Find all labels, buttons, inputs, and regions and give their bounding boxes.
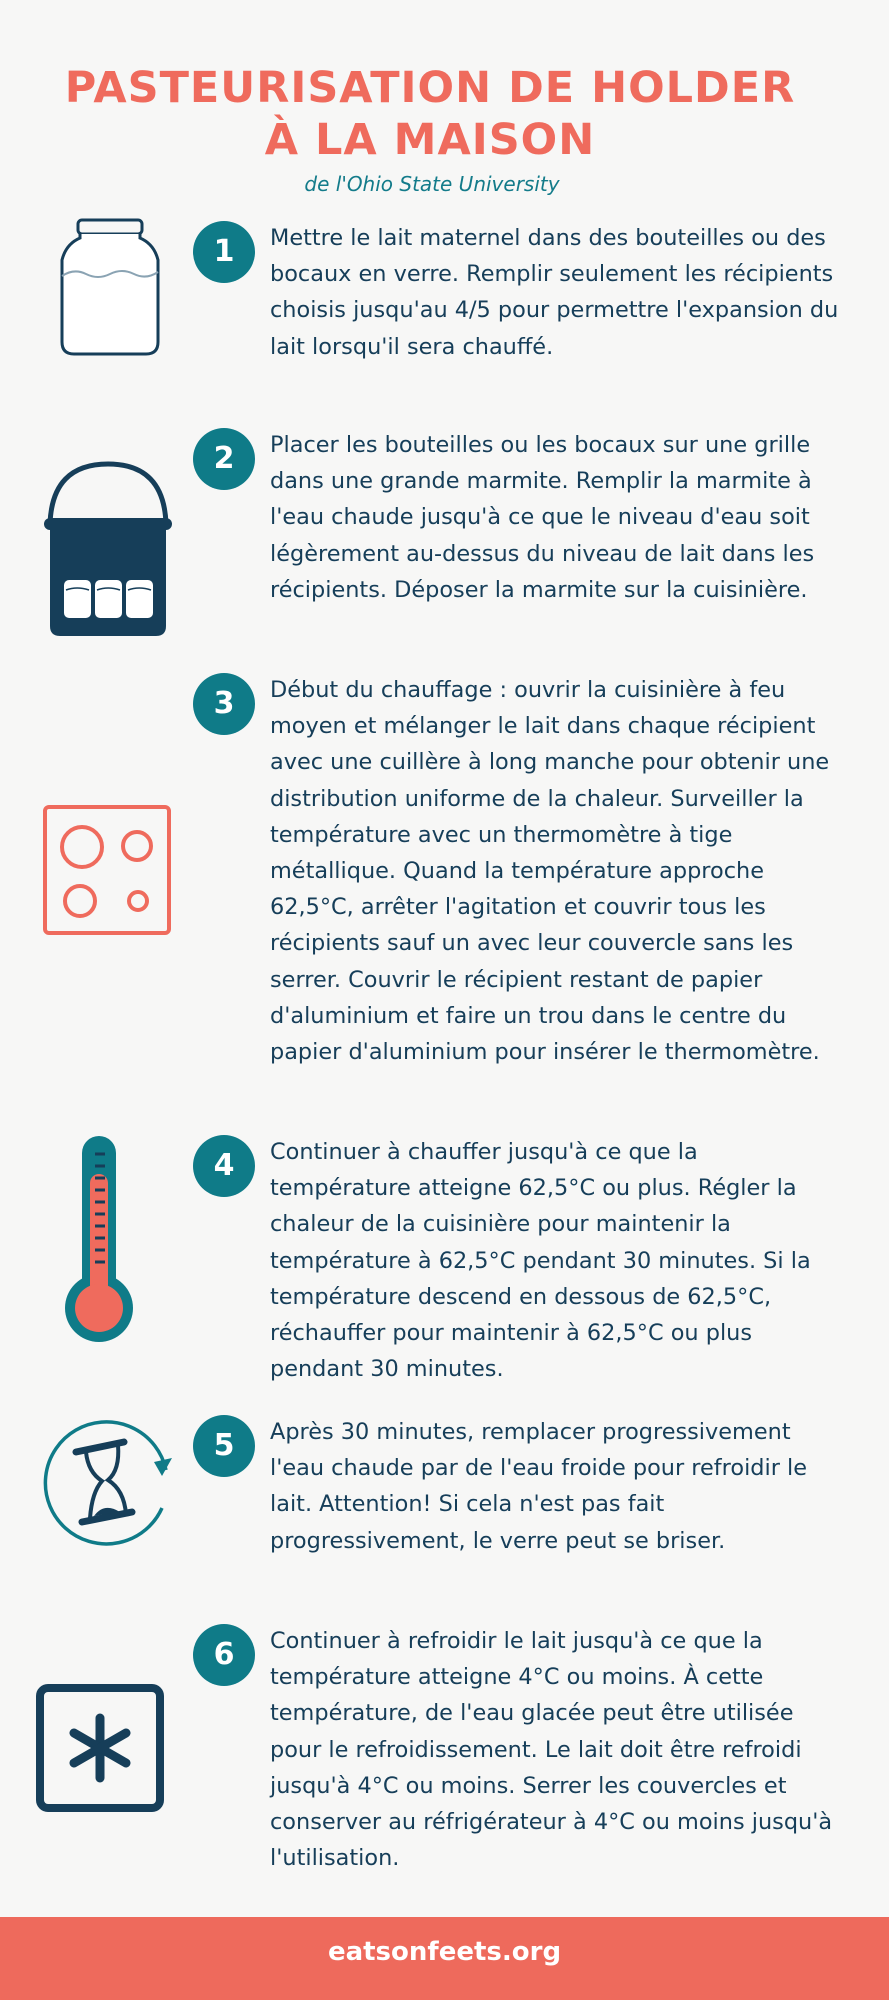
step-number-6: 6 <box>193 1624 255 1686</box>
step-number-5: 5 <box>193 1415 255 1477</box>
hourglass-icon <box>38 1420 172 1546</box>
title-line-1: PASTEURISATION DE HOLDER <box>64 63 796 113</box>
step-text-4: Continuer à chauffer jusqu'à ce que la température atteigne 62,5°C ou plus. Régler la chaleur de la cuisinière pour maintenir la température à 62,5°C pendant 30 minutes. Si la température descend en dessous de 62,5°C, réchauffer pour maintenir à 62,5°C ou plus pendant 30 minutes. <box>270 1139 811 1383</box>
footer-bar <box>0 1917 889 2000</box>
page-subtitle: de l'Ohio State University <box>304 172 560 196</box>
jar-icon <box>58 218 162 358</box>
step-number-4: 4 <box>193 1135 255 1197</box>
footer-website-link[interactable]: eatsonfeets.org <box>327 1937 562 1967</box>
title-line-2: À LA MAISON <box>264 115 596 165</box>
step-text-2: Placer les bouteilles ou les bocaux sur une grille dans une grande marmite. Remplir la marmite à l'eau chaude jusqu'à ce que le niveau d'eau soit légèrement au-dessus du niveau de lait dans les récipients. Déposer la marmite sur la cuisinière. <box>270 432 815 603</box>
step-text-6: Continuer à refroidir le lait jusqu'à ce que la température atteigne 4°C ou moins. À cette température, de l'eau glacée peut être utilisée pour le refroidissement. Le lait doit être refroidi jusqu'à 4°C ou moins. Serrer les couvercles et conserver au réfrigérateur à 4°C ou moins jusqu'à l'utilisation. <box>270 1628 833 1872</box>
pot-icon <box>42 458 174 640</box>
step-text-5: Après 30 minutes, remplacer progressivement l'eau chaude par de l'eau froide pour refroidir le lait. Attention! Si cela n'est pas fait progressivement, le verre peut se briser. <box>270 1419 808 1554</box>
stove-icon <box>42 804 172 936</box>
step-number-1: 1 <box>193 221 255 283</box>
step-text-3: Début du chauffage : ouvrir la cuisinière à feu moyen et mélanger le lait dans chaque récipient avec une cuillère à long manche pour obtenir une distribution uniforme de la chaleur. Surveiller la température avec un thermomètre à tige métallique. Quand la température approche 62,5°C, arrêter l'agitation et couvrir tous les récipients sauf un avec leur couvercle sans les serrer. Couvrir le récipient restant de papier d'aluminium et faire un trou dans le centre du papier d'aluminium pour insérer le thermomètre. <box>270 677 830 1066</box>
step-number-2: 2 <box>193 428 255 490</box>
thermometer-icon <box>64 1134 134 1346</box>
step-text-1: Mettre le lait maternel dans des bouteilles ou des bocaux en verre. Remplir seulement les récipients choisis jusqu'au 4/5 pour permettre l'expansion du lait lorsqu'il sera chauffé. <box>270 225 839 360</box>
freezer-icon <box>36 1684 164 1812</box>
page-title <box>0 62 860 166</box>
step-number-3: 3 <box>193 673 255 735</box>
